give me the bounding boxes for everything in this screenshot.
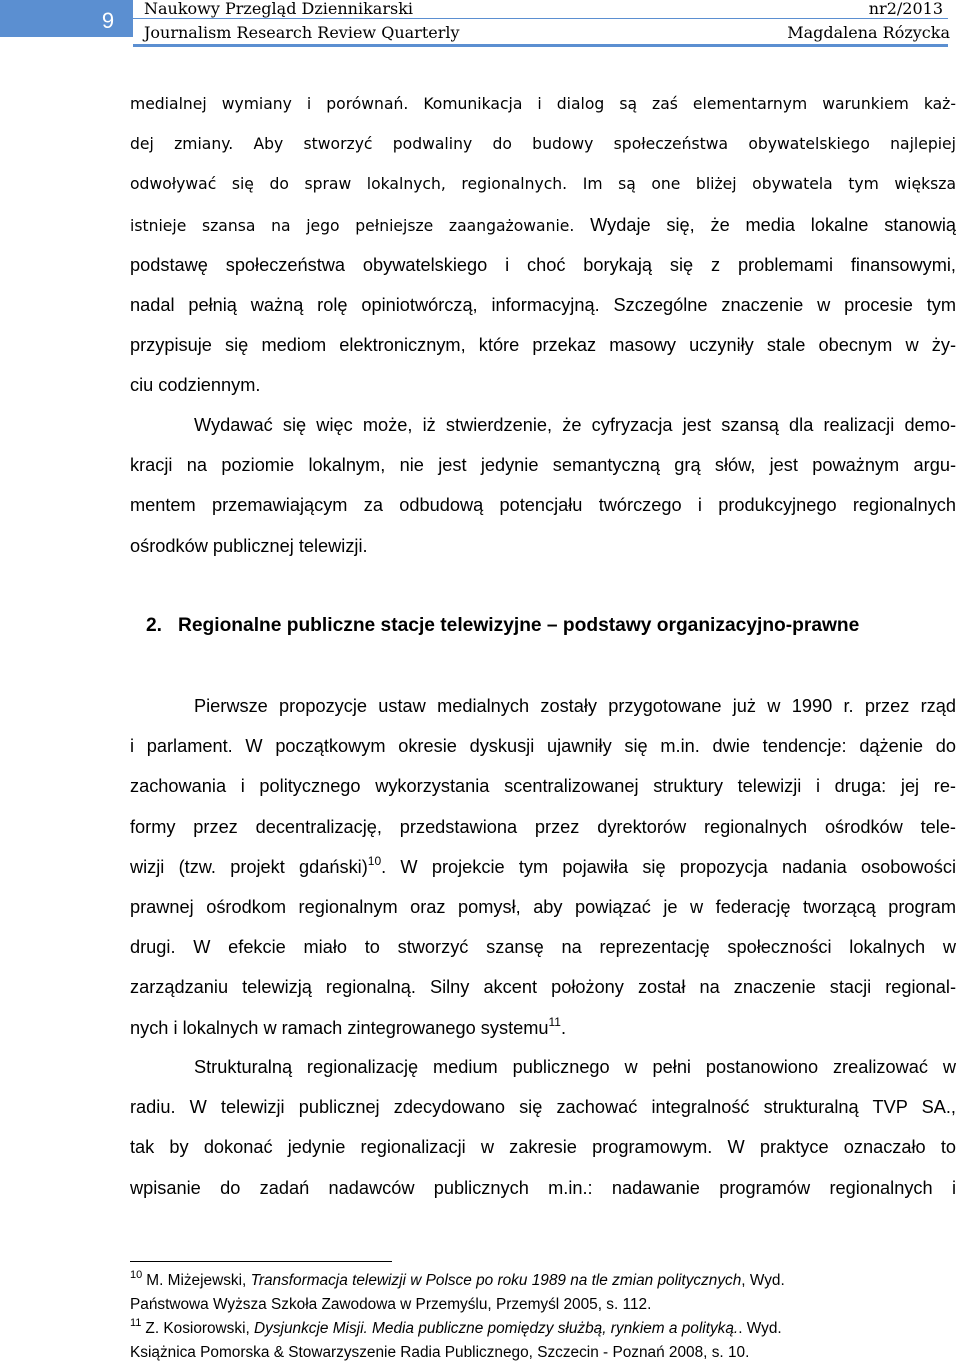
footnote-line: Państwowa Wyższa Szkoła Zawodowa w Przemyślu, Przemyśl 2005, s. 112.	[130, 1296, 652, 1313]
article-author: Magdalena Rózycka	[787, 23, 950, 42]
footnote-line	[130, 1317, 950, 1341]
section-number: 2.	[146, 615, 163, 636]
text-line: kracji na poziomie lokalnym, nie jest jedynie semantyczną grą słów, jest poważnym argu-	[130, 455, 956, 476]
text-line	[130, 1008, 956, 1048]
text-line: Wydawać się więc może, iż stwierdzenie, że cyfryzacja jest szansą dla realizacji demo-	[194, 415, 956, 435]
paragraph-1	[130, 84, 956, 406]
text-line	[130, 847, 956, 887]
footnote-number: 10	[130, 1269, 143, 1281]
footnote-number: 11	[130, 1317, 142, 1329]
text-line: zachowania i politycznego wykorzystania scentralizowanej struktury telewizji i druga: jej re-	[130, 776, 956, 797]
header-divider	[133, 18, 948, 19]
footnote-10	[130, 1269, 950, 1317]
text-span: . W projekcie tym pojawiła się propozycja nadania osobowości	[381, 856, 956, 877]
text-line: ciu codziennym.	[130, 375, 261, 396]
footnote-author: Z. Kosiorowski,	[145, 1320, 255, 1337]
header-underline	[133, 44, 948, 47]
footnote-11	[130, 1317, 950, 1365]
text-line: Pierwsze propozycje ustaw medialnych zostały przygotowane już w 1990 r. przez rząd	[194, 696, 956, 716]
text-line: ośrodków publicznej telewizji.	[130, 535, 368, 556]
text-line: Strukturalną regionalizację medium publicznego w pełni postanowiono zrealizować w	[194, 1057, 956, 1077]
footnote-separator	[130, 1261, 392, 1262]
section-title: Regionalne publiczne stacje telewizyjne – podstawy organizacyjno-prawne	[178, 615, 860, 636]
text-line: odwoływać się do spraw lokalnych, regionalnych. Im są one bliżej obywatela tym większa	[130, 175, 956, 194]
text-line: dej zmiany. Aby stworzyć podwaliny do budowy społeczeństwa obywatelskiego najlepiej	[130, 135, 956, 154]
text-span: istnieje szansa na jego pełniejsze zaangażowanie.	[130, 216, 575, 235]
text-line: przypisuje się mediom elektronicznym, które przekaz masowy uczyniły stale obecnym w ży-	[130, 335, 956, 356]
text-span: wizji (tzw. projekt gdański)	[130, 856, 368, 877]
footnote-line: Książnica Pomorska & Stowarzyszenie Radia Publicznego, Szczecin - Poznań 2008, s. 10.	[130, 1344, 750, 1361]
footnote-title: Transformacja telewizji w Polsce po roku 1989 na tle zmian politycznych	[250, 1272, 742, 1289]
text-line: tak by dokonać jedynie regionalizacji w zakresie programowym. W praktyce oznaczało to	[130, 1137, 956, 1158]
text-line: medialnej wymiany i porównań. Komunikacja i dialog są zaś elementarnym warunkiem każ-	[130, 95, 956, 113]
text-line: formy przez decentralizację, przedstawiona przez dyrektorów regionalnych ośrodków tele-	[130, 816, 956, 837]
paragraph-3	[130, 686, 956, 1048]
text-line: drugi. W efekcie miało to stworzyć szansę na reprezentację społeczności lokalnych w	[130, 937, 956, 958]
footnote-ref: 11	[548, 1014, 561, 1029]
footnote-text: , Wyd.	[741, 1272, 785, 1289]
text-line: mentem przemawiającym za odbudową potencjału twórczego i produkcyjnego regionalnych	[130, 495, 956, 516]
footnote-title: Dysjunkcje Misji. Media publiczne pomiędzy służbą, rynkiem a polityką.	[254, 1320, 739, 1337]
text-span: nych i lokalnych w ramach zintegrowanego systemu	[130, 1017, 549, 1038]
text-line: prawnej ośrodkom regionalnym oraz pomysł, aby powiązać je w federację tworzącą program	[130, 896, 956, 917]
running-header	[0, 0, 960, 48]
section-heading	[146, 610, 946, 642]
text-line: radiu. W telewizji publicznej zdecydowano się zachować integralność strukturalną TVP SA.,	[130, 1097, 956, 1118]
footnote-ref: 10	[367, 853, 382, 868]
text-span: Wydaje się, że media lokalne stanowią	[574, 214, 956, 235]
issue-number: nr2/2013	[868, 0, 943, 18]
text-line: wpisanie do zadań nadawców publicznych m.in.: nadawanie programów regionalnych i	[130, 1177, 956, 1198]
page-number: 9	[101, 8, 115, 33]
footnote-line	[130, 1269, 950, 1293]
paragraph-4	[130, 1047, 956, 1208]
text-line: podstawę społeczeństwa obywatelskiego i choć borykają się z problemami finansowymi,	[130, 254, 956, 275]
footnote-author: M. Miżejewski,	[146, 1272, 251, 1289]
text-line	[130, 205, 956, 245]
paragraph-2	[130, 405, 956, 566]
text-span: .	[560, 1017, 567, 1038]
text-line: zarządzaniu telewizją regionalną. Silny akcent położony został na znaczenie stacji regional-	[130, 977, 956, 998]
journal-title-pl: Naukowy Przegląd Dziennikarski	[144, 0, 414, 18]
footnote-text: . Wyd.	[738, 1320, 782, 1337]
text-line: i parlament. W początkowym okresie dyskusji ujawniły się m.in. dwie tendencje: dążenie do	[130, 736, 956, 757]
text-line: nadal pełnią ważną rolę opiniotwórczą, informacyjną. Szczególne znaczenie w procesie tym	[130, 294, 956, 315]
journal-title-en: Journalism Research Review Quarterly	[144, 23, 460, 42]
